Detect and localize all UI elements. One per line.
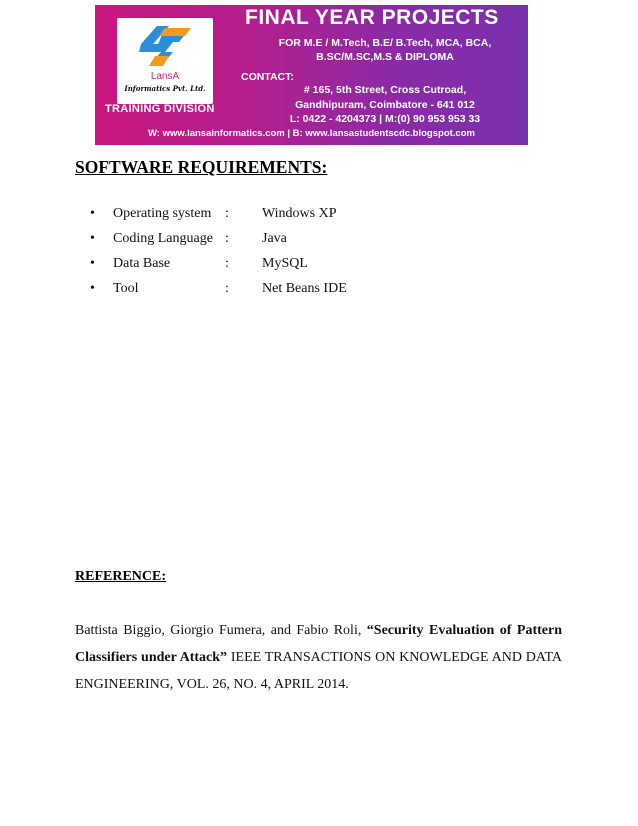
requirement-label: Operating system <box>113 206 212 221</box>
reference-source: IEEE TRANSACTIONS ON KNOWLEDGE AND DATA ENGINEERING, VOL. 26, NO. 4, APRIL 2014. <box>75 650 562 692</box>
list-item <box>0 281 638 305</box>
courses-line-1: FOR M.E / M.Tech, B.E/ B.Tech, MCA, BCA, <box>278 37 492 49</box>
website-line: W: www.lansainformatics.com | B: www.lansastudentscdc.blogspot.com <box>148 128 475 139</box>
contact-label: CONTACT: <box>241 71 294 83</box>
requirement-label: Data Base <box>113 256 171 271</box>
bullet: • <box>90 256 95 271</box>
separator: : <box>225 281 229 296</box>
address-line-2: Gandhipuram, Coimbatore - 641 012 <box>295 98 475 111</box>
bullet: • <box>90 206 95 221</box>
reference-authors: Battista Biggio, Giorgio Fumera, and Fabio Roli, <box>75 623 367 638</box>
banner-courses <box>245 36 525 64</box>
bullet: • <box>90 231 95 246</box>
requirement-value: Windows XP <box>262 206 337 221</box>
logo-subtitle: Informatics Pvt. Ltd. <box>124 84 206 93</box>
logo-name: LansA <box>150 71 180 82</box>
bullet: • <box>90 281 95 296</box>
reference-title: “Security Evaluation of Pattern Classifiers under Attack” <box>75 623 562 665</box>
list-item <box>0 231 638 255</box>
requirement-value: MySQL <box>262 256 308 271</box>
contact-details <box>245 83 525 127</box>
requirement-value: Net Beans IDE <box>262 281 347 296</box>
list-item <box>0 206 638 230</box>
requirement-label: Coding Language <box>113 231 213 246</box>
separator: : <box>225 256 229 271</box>
training-division-label: TRAINING DIVISION <box>105 103 215 115</box>
phone-line: L: 0422 - 4204373 | M:(0) 90 953 953 33 <box>289 113 481 125</box>
requirement-value: Java <box>262 231 287 246</box>
courses-line-2: B.SC/M.SC,M.S & DIPLOMA <box>316 51 454 63</box>
header-banner <box>95 5 528 145</box>
separator: : <box>225 231 229 246</box>
reference-citation <box>75 617 562 698</box>
reference-heading: REFERENCE: <box>75 569 167 584</box>
list-item <box>0 256 638 280</box>
requirement-label: Tool <box>113 281 139 296</box>
separator: : <box>225 206 229 221</box>
software-requirements-heading: SOFTWARE REQUIREMENTS: <box>75 157 328 177</box>
lansa-logo-icon <box>135 22 195 68</box>
banner-title: FINAL YEAR PROJECTS <box>245 6 499 29</box>
address-line-1: # 165, 5th Street, Cross Cutroad, <box>303 84 467 96</box>
company-logo <box>117 18 213 104</box>
